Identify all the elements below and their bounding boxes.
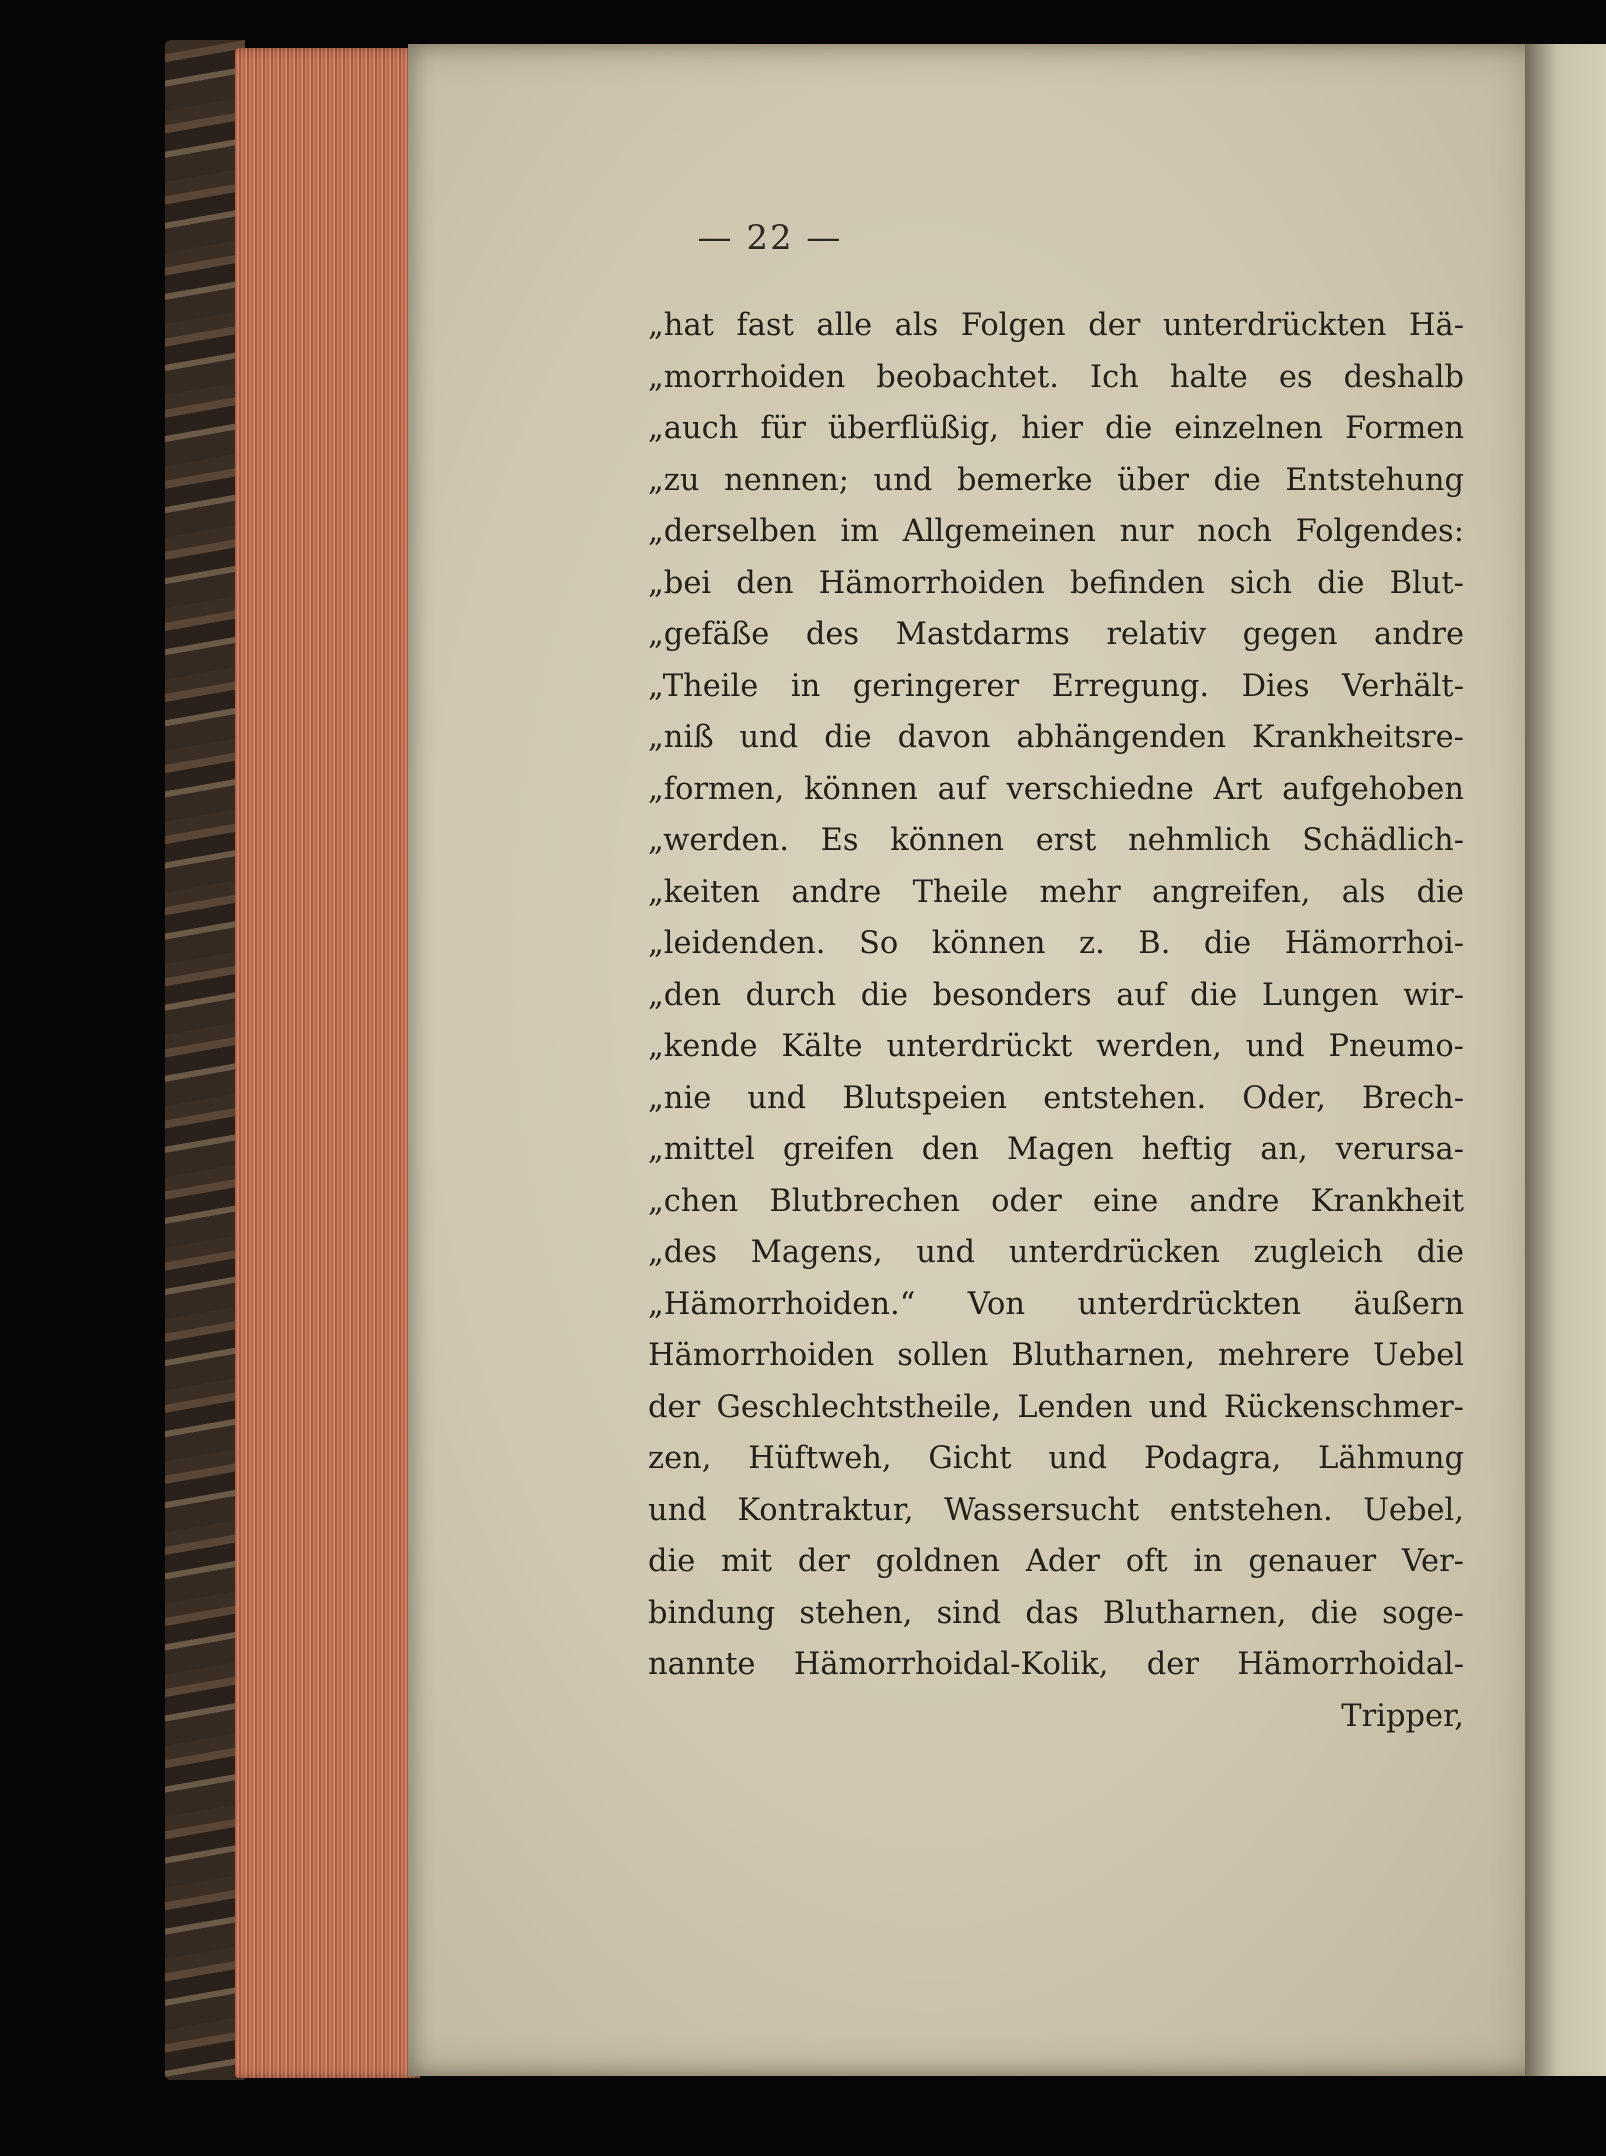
text-line: „werden. Es können erst nehmlich Schädlich- bbox=[648, 823, 1464, 858]
text-line: Hämorrhoiden sollen Blutharnen, mehrere Uebel bbox=[648, 1338, 1464, 1373]
text-line: „morrhoiden beobachtet. Ich halte es deshalb bbox=[648, 359, 1464, 395]
text-line: „leidenden. So können z. B. die Hämorrhoi- bbox=[648, 926, 1464, 961]
text-line: bindung stehen, sind das Blutharnen, die soge- bbox=[648, 1595, 1464, 1631]
text-line: die mit der goldnen Ader oft in genauer Ver- bbox=[648, 1544, 1464, 1579]
text-line: „nie und Blutspeien entstehen. Oder, Brech- bbox=[648, 1080, 1464, 1116]
text-line: „gefäße des Mastdarms relativ gegen andre bbox=[648, 617, 1464, 652]
page-number: — 22 — bbox=[697, 218, 843, 258]
text-line: „formen, können auf verschiedne Art aufgehoben bbox=[648, 771, 1464, 807]
text-line: „hat fast alle als Folgen der unterdrückten Hä- bbox=[648, 308, 1464, 343]
text-line: „niß und die davon abhängenden Krankheitsre- bbox=[648, 720, 1464, 755]
text-line: Tripper, bbox=[1341, 1698, 1464, 1734]
text-line: „keiten andre Theile mehr angreifen, als die bbox=[648, 874, 1464, 910]
text-line: „chen Blutbrechen oder eine andre Krankheit bbox=[648, 1183, 1464, 1219]
text-line: „Hämorrhoiden.“ Von unterdrückten äußern bbox=[648, 1286, 1464, 1322]
text-line: und Kontraktur, Wassersucht entstehen. Uebel, bbox=[648, 1492, 1464, 1528]
text-line: zen, Hüftweh, Gicht und Podagra, Lähmung bbox=[648, 1441, 1464, 1476]
text-line: „auch für überflüßig, hier die einzelnen Formen bbox=[648, 411, 1464, 446]
book-gutter bbox=[1525, 44, 1606, 2076]
page-edges bbox=[235, 48, 420, 2078]
text-line: „bei den Hämorrhoiden befinden sich die Blut- bbox=[648, 565, 1464, 601]
text-line: „des Magens, und unterdrücken zugleich die bbox=[648, 1235, 1464, 1270]
text-line: „derselben im Allgemeinen nur noch Folgendes: bbox=[648, 514, 1464, 549]
text-line: „den durch die besonders auf die Lungen wir- bbox=[648, 977, 1464, 1013]
text-block bbox=[648, 300, 1464, 1742]
text-line: „zu nennen; und bemerke über die Entstehung bbox=[648, 462, 1464, 498]
text-line: „kende Kälte unterdrückt werden, und Pneumo- bbox=[648, 1029, 1464, 1064]
book-cover-edge bbox=[165, 40, 245, 2080]
text-line: „Theile in geringerer Erregung. Dies Verhält- bbox=[648, 668, 1464, 704]
text-line: der Geschlechtstheile, Lenden und Rückenschmer- bbox=[648, 1389, 1464, 1425]
text-line: „mittel greifen den Magen heftig an, verursa- bbox=[648, 1132, 1464, 1167]
text-line: nannte Hämorrhoidal-Kolik, der Hämorrhoidal- bbox=[648, 1647, 1464, 1682]
